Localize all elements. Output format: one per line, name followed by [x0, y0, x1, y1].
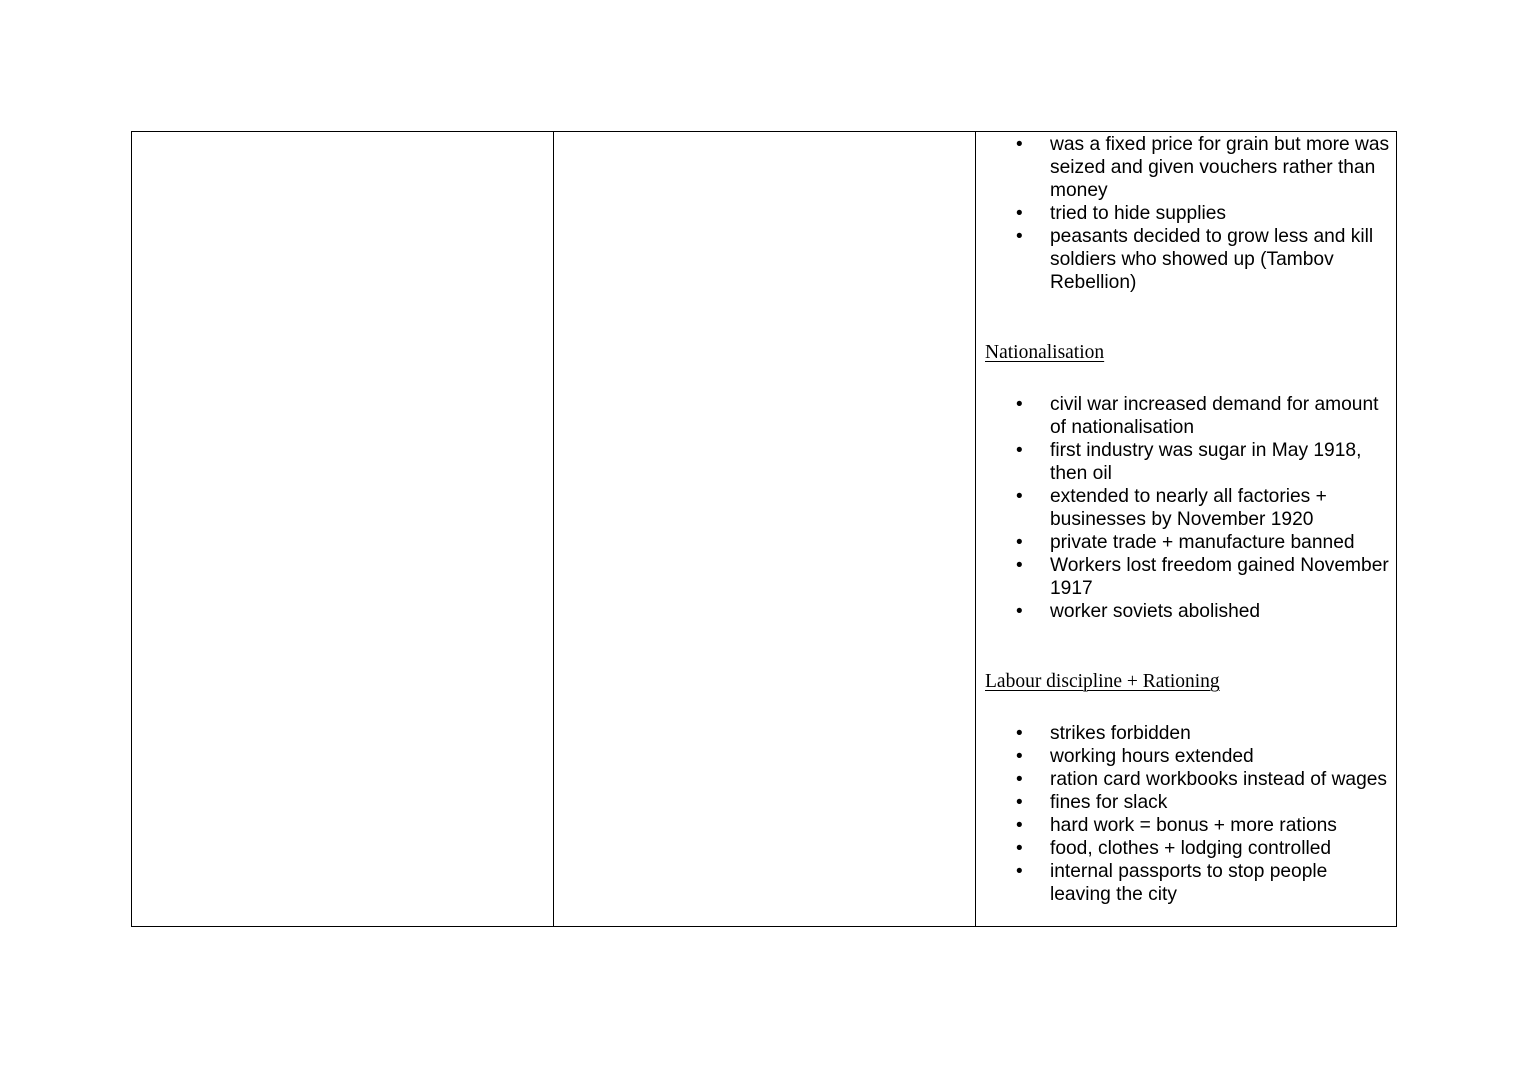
- list-item: • food, clothes + lodging controlled: [1016, 838, 1332, 859]
- bullet-icon: •: [1016, 746, 1023, 767]
- list-item: • first industry was sugar in May 1918, then oil: [1016, 440, 1362, 484]
- bullet-icon: •: [1016, 394, 1023, 415]
- list-item: • was a fixed price for grain but more was seized and given vouchers rather than money: [1016, 134, 1390, 201]
- bullet-icon: •: [1016, 601, 1023, 622]
- bullet-icon: •: [1016, 134, 1023, 155]
- list-item: • working hours extended: [1016, 746, 1254, 767]
- list-item: • fines for slack: [1016, 792, 1168, 813]
- bullet-icon: •: [1016, 532, 1023, 553]
- labour-bullet-list: [976, 722, 1396, 906]
- section-heading-labour-discipline: Labour discipline + Rationing: [985, 671, 1220, 692]
- bullet-icon: •: [1016, 203, 1023, 224]
- table-column-2: [554, 132, 976, 926]
- section-heading-nationalisation: Nationalisation: [985, 342, 1105, 363]
- bullet-icon: •: [1016, 792, 1023, 813]
- list-item: • private trade + manufacture banned: [1016, 532, 1355, 553]
- list-item: • Workers lost freedom gained November 1917: [1016, 555, 1389, 599]
- list-item: • internal passports to stop people leaving the city: [1016, 861, 1328, 905]
- bullet-icon: •: [1016, 815, 1023, 836]
- bullet-icon: •: [1016, 769, 1023, 790]
- bullet-icon: •: [1016, 226, 1023, 247]
- notes-table: [131, 131, 1397, 927]
- list-item: • strikes forbidden: [1016, 723, 1191, 744]
- list-item: • extended to nearly all factories + businesses by November 1920: [1016, 486, 1327, 530]
- bullet-icon: •: [1016, 555, 1023, 576]
- list-item: • worker soviets abolished: [1016, 601, 1261, 622]
- table-column-1: [132, 132, 554, 926]
- list-item: • civil war increased demand for amount of nationalisation: [1016, 394, 1379, 438]
- list-item: • ration card workbooks instead of wages: [1016, 769, 1388, 790]
- bullet-icon: •: [1016, 838, 1023, 859]
- bullet-icon: •: [1016, 486, 1023, 507]
- bullet-icon: •: [1016, 723, 1023, 744]
- table-column-3: [976, 132, 1396, 926]
- bullet-icon: •: [1016, 861, 1023, 882]
- list-item: • peasants decided to grow less and kill soldiers who showed up (Tambov Rebellion): [1016, 226, 1374, 293]
- bullet-icon: •: [1016, 440, 1023, 461]
- intro-bullet-list: [976, 133, 1396, 294]
- list-item: • hard work = bonus + more rations: [1016, 815, 1337, 836]
- nationalisation-bullet-list: [976, 393, 1396, 623]
- list-item: • tried to hide supplies: [1016, 203, 1226, 224]
